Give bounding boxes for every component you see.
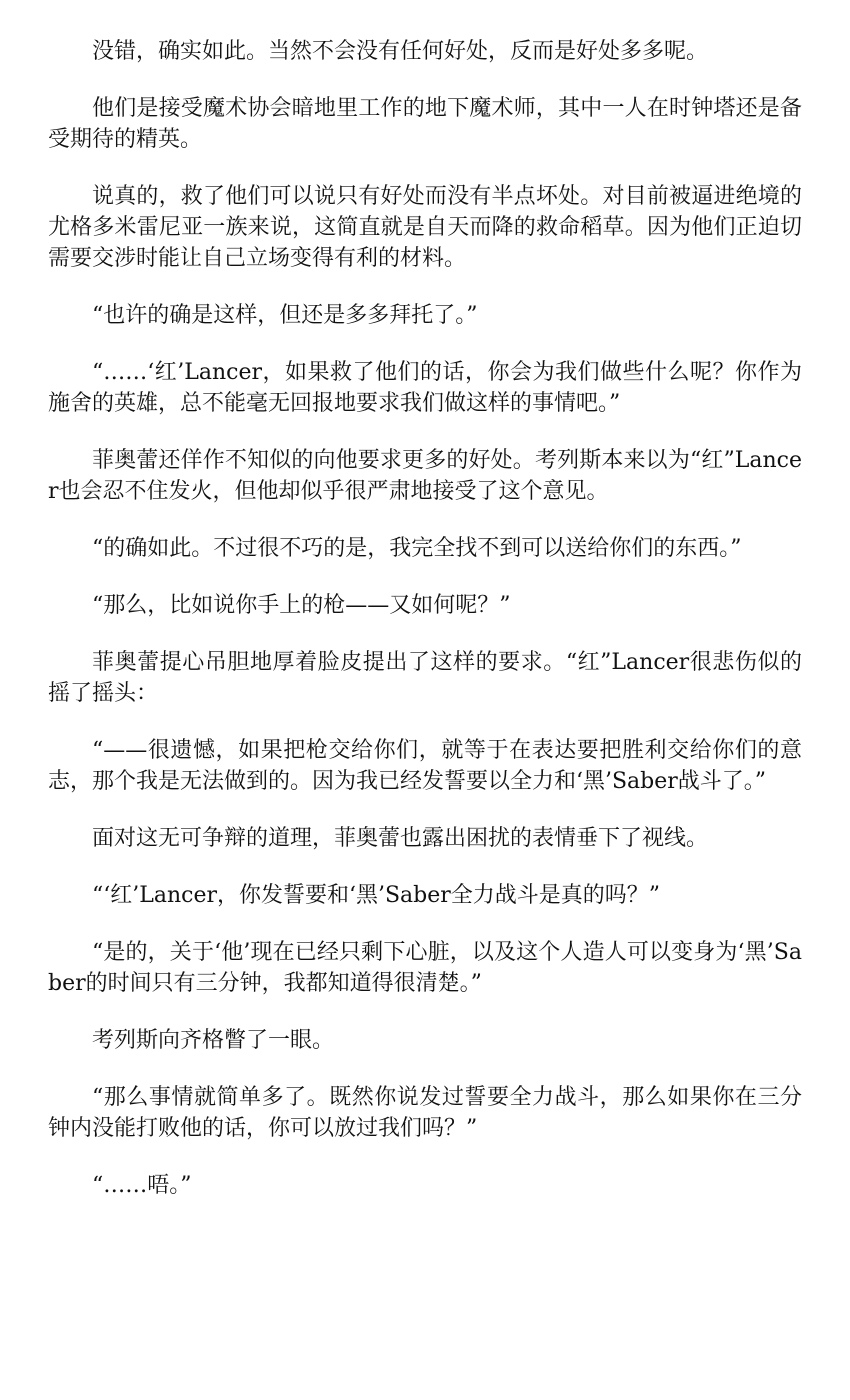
paragraph: 菲奥蕾提心吊胆地厚着脸皮提出了这样的要求。“红”Lancer很悲伤似的摇了摇头：: [48, 650, 802, 706]
paragraph: “——很遗憾，如果把枪交给你们，就等于在表达要把胜利交给你们的意志，那个我是无法做到的。因为我已经发誓要以全力和‘黑’Saber战斗了。”: [48, 738, 802, 794]
paragraph: 没错，确实如此。当然不会没有任何好处，反而是好处多多呢。: [92, 39, 709, 64]
paragraph: 考列斯向齐格瞥了一眼。: [92, 1028, 335, 1053]
paragraph: “是的，关于‘他’现在已经只剩下心脏，以及这个人造人可以变身为‘黑’Saber的时间只有三分钟，我都知道得很清楚。”: [48, 940, 802, 996]
paragraph: 菲奥蕾还佯作不知似的向他要求更多的好处。考列斯本来以为“红”Lancer也会忍不住发火，但他却似乎很严肃地接受了这个意见。: [48, 448, 802, 504]
paragraph: 说真的，救了他们可以说只有好处而没有半点坏处。对目前被逼进绝境的尤格多米雷尼亚一族来说，这简直就是自天而降的救命稻草。因为他们正迫切需要交涉时能让自己立场变得有利的材料。: [48, 184, 802, 271]
paragraph: 他们是接受魔术协会暗地里工作的地下魔术师，其中一人在时钟塔还是备受期待的精英。: [48, 96, 802, 152]
paragraph: “……唔。”: [92, 1173, 192, 1198]
paragraph: “的确如此。不过很不巧的是，我完全找不到可以送给你们的东西。”: [92, 536, 742, 561]
paragraph: “‘红’Lancer，你发誓要和‘黑’Saber全力战斗是真的吗？”: [92, 883, 661, 908]
paragraph: “也许的确是这样，但还是多多拜托了。”: [92, 303, 478, 328]
paragraph: “那么，比如说你手上的枪——又如何呢？”: [92, 593, 511, 618]
paragraph: “那么事情就简单多了。既然你说发过誓要全力战斗，那么如果你在三分钟内没能打败他的话，你可以放过我们吗？”: [48, 1085, 802, 1141]
paragraph: 面对这无可争辩的道理，菲奥蕾也露出困扰的表情垂下了视线。: [92, 826, 709, 851]
paragraph: “……‘红’Lancer，如果救了他们的话，你会为我们做些什么呢？你作为施舍的英雄，总不能毫无回报地要求我们做这样的事情吧。”: [48, 360, 802, 416]
